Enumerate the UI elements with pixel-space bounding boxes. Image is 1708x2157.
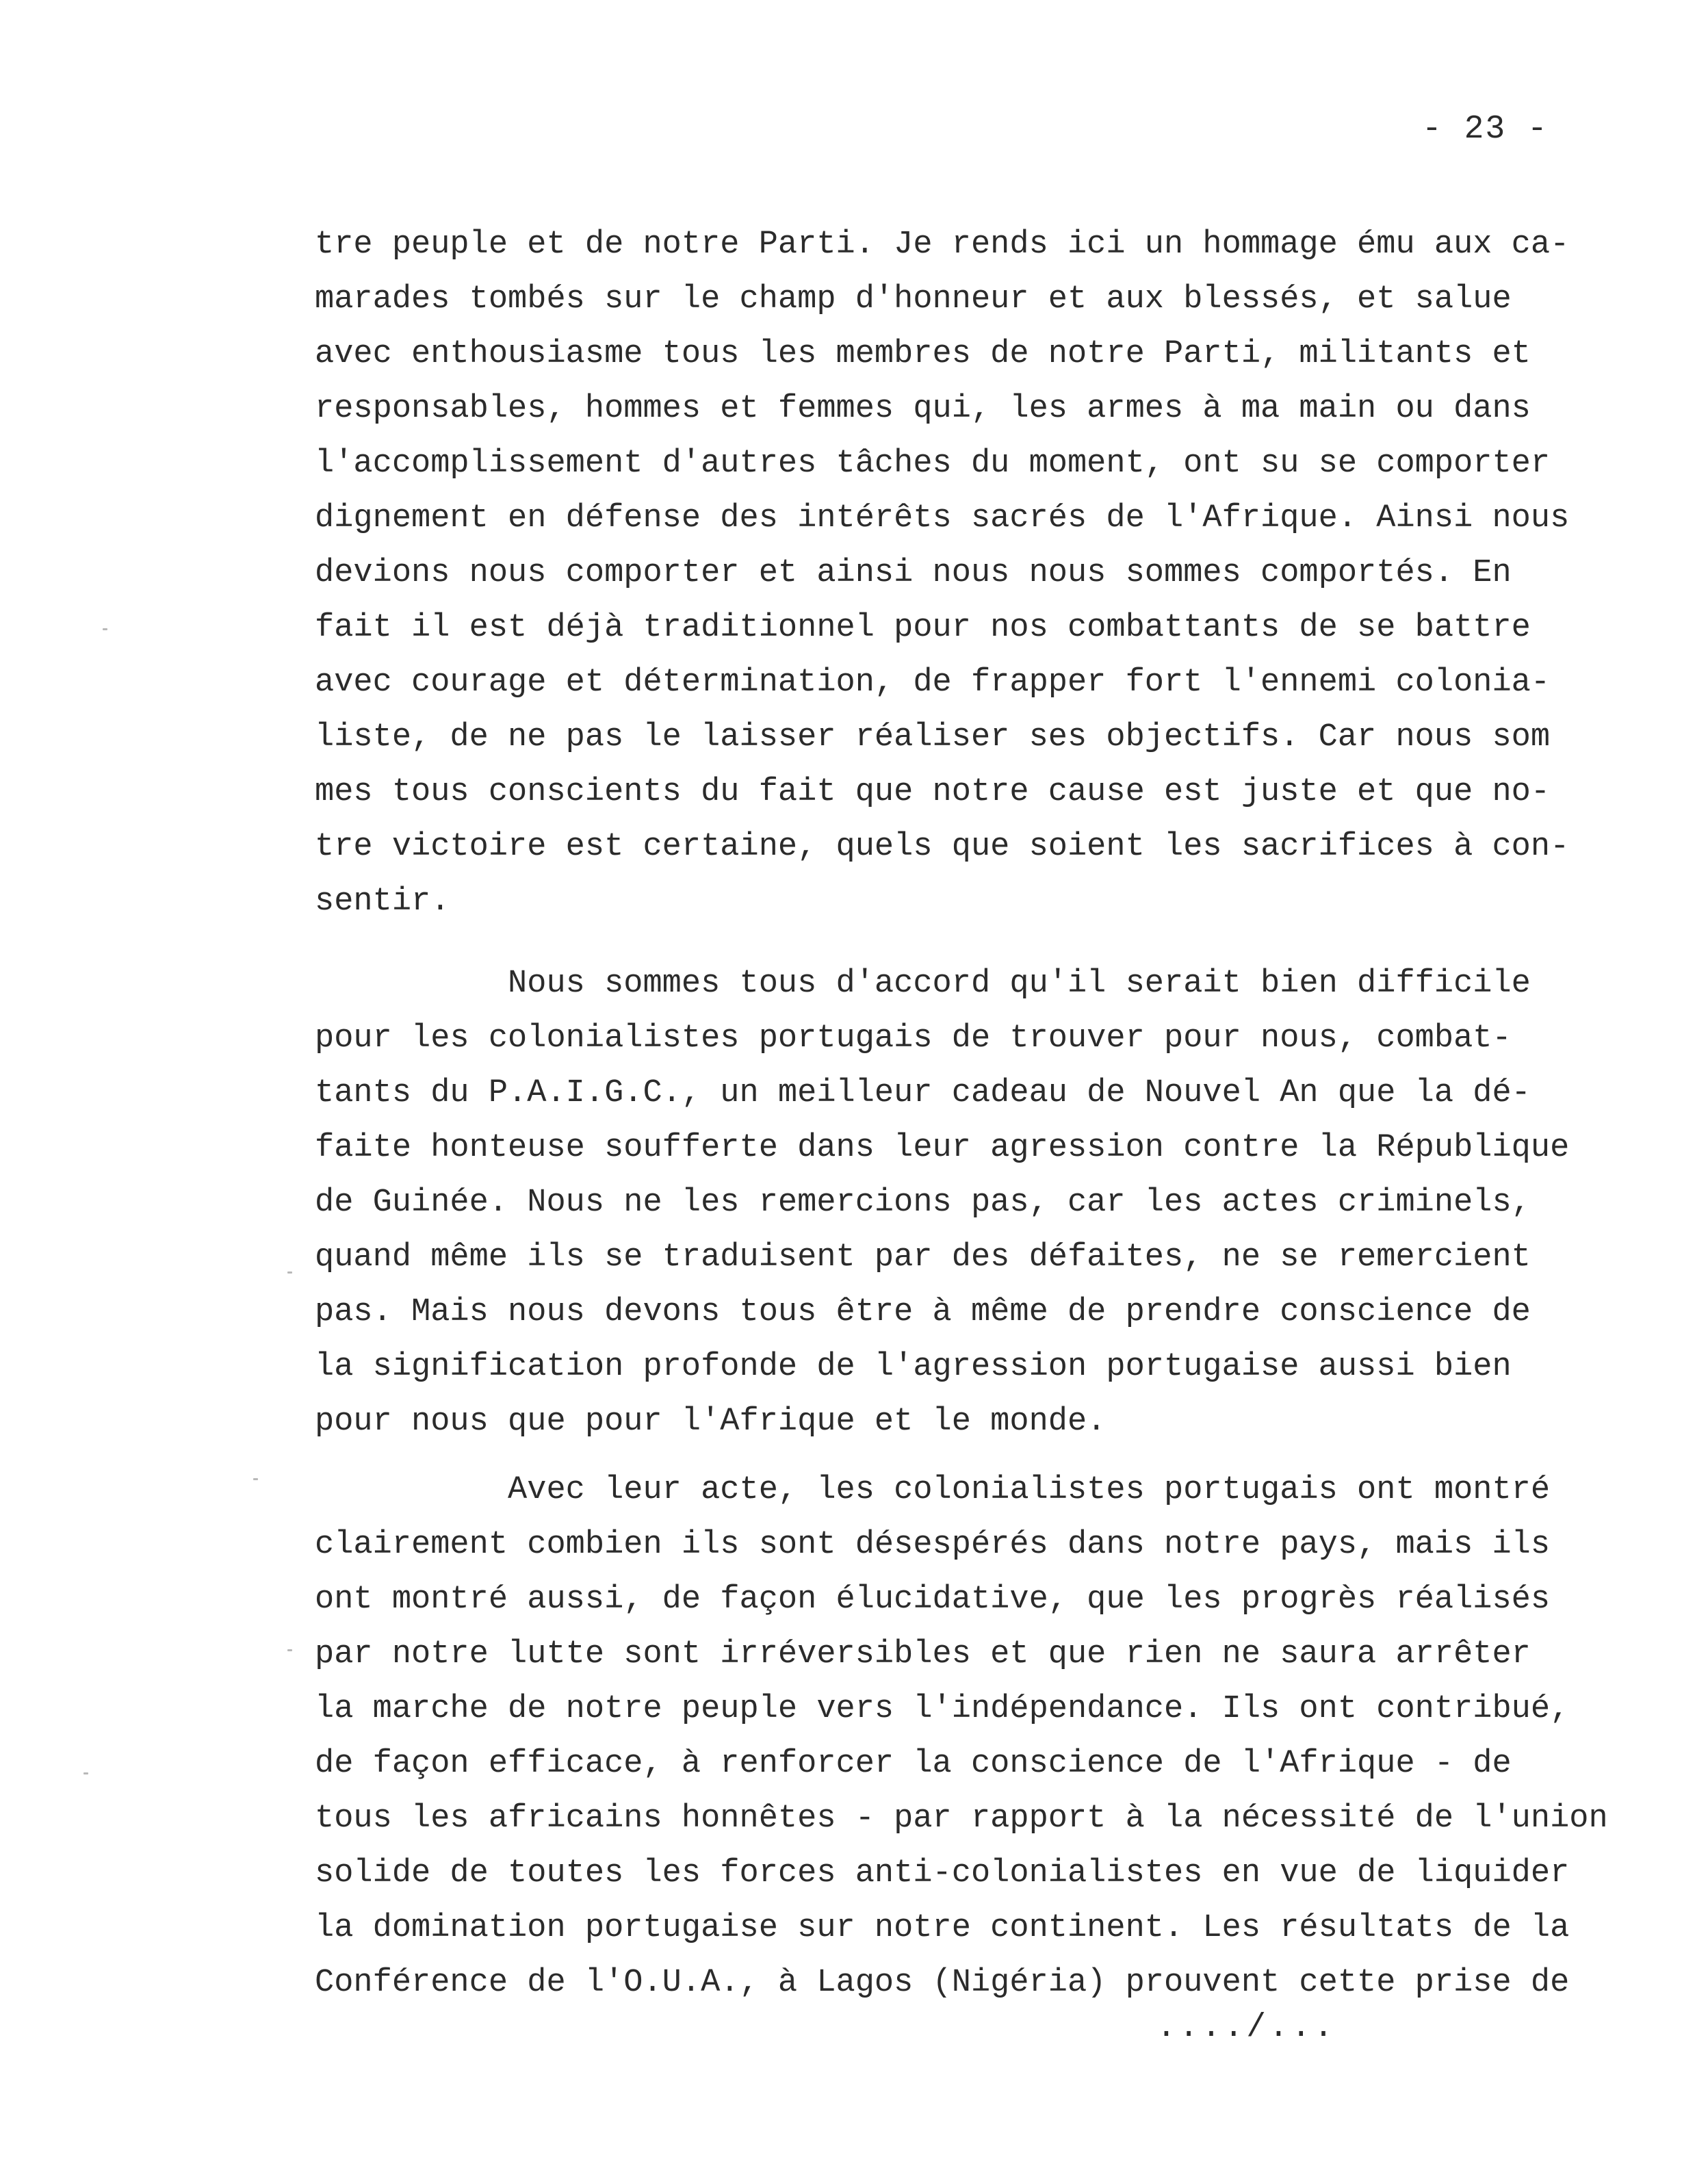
text-line: fait il est déjà traditionnel pour nos combattants de se battre [315, 610, 1531, 646]
scan-speck [287, 1271, 292, 1274]
text-line: quand même ils se traduisent par des défaites, ne se remercient [315, 1239, 1531, 1276]
text-line: tre peuple et de notre Parti. Je rends ici un hommage ému aux ca- [315, 227, 1570, 263]
text-line: tants du P.A.I.G.C., un meilleur cadeau de Nouvel An que la dé- [315, 1075, 1531, 1111]
text-line: Avec leur acte, les colonialistes portugais ont montré [315, 1472, 1551, 1508]
text-line: solide de toutes les forces anti-colonialistes en vue de liquider [315, 1855, 1570, 1891]
text-line: liste, de ne pas le laisser réaliser ses objectifs. Car nous som [315, 719, 1551, 755]
text-line: sentir. [315, 883, 450, 920]
text-line: tre victoire est certaine, quels que soient les sacrifices à con- [315, 829, 1570, 865]
text-line: par notre lutte sont irréversibles et que rien ne saura arrêter [315, 1636, 1531, 1672]
text-line: la domination portugaise sur notre continent. Les résultats de la [315, 1910, 1570, 1946]
text-line: la signification profonde de l'agression portugaise aussi bien [315, 1349, 1512, 1385]
paragraph-1 [315, 218, 1635, 929]
text-line: avec enthousiasme tous les membres de notre Parti, militants et [315, 336, 1531, 372]
scan-speck [287, 1649, 292, 1651]
text-line: de façon efficace, à renforcer la conscience de l'Afrique - de [315, 1746, 1512, 1782]
text-line: Conférence de l'O.U.A., à Lagos (Nigéria) prouvent cette prise de [315, 1965, 1570, 2001]
text-line: ont montré aussi, de façon élucidative, que les progrès réalisés [315, 1581, 1551, 1618]
text-line: la marche de notre peuple vers l'indépendance. Ils ont contribué, [315, 1691, 1570, 1727]
text-line: avec courage et détermination, de frapper fort l'ennemi colonia- [315, 664, 1551, 701]
paragraph-2 [315, 957, 1635, 1449]
continuation-mark: ..../... [1156, 2009, 1336, 2046]
text-line: l'accomplissement d'autres tâches du moment, ont su se comporter [315, 445, 1551, 482]
scan-speck [253, 1478, 258, 1480]
text-line: marades tombés sur le champ d'honneur et aux blessés, et salue [315, 281, 1512, 318]
paragraph-3 [315, 1463, 1635, 2011]
scan-speck [83, 1772, 88, 1774]
text-line: dignement en défense des intérêts sacrés de l'Afrique. Ainsi nous [315, 500, 1570, 537]
text-line: clairement combien ils sont désespérés dans notre pays, mais ils [315, 1527, 1551, 1563]
text-line: pour les colonialistes portugais de trouver pour nous, combat- [315, 1020, 1512, 1057]
text-line: devions nous comporter et ainsi nous nous sommes comportés. En [315, 555, 1512, 591]
page-number: - 23 - [1422, 111, 1549, 148]
text-line: de Guinée. Nous ne les remercions pas, car les actes criminels, [315, 1185, 1531, 1221]
scan-speck [103, 628, 107, 630]
text-line: pas. Mais nous devons tous être à même de prendre conscience de [315, 1294, 1531, 1330]
text-line: faite honteuse soufferte dans leur agression contre la République [315, 1130, 1570, 1166]
text-line: Nous sommes tous d'accord qu'il serait bien difficile [315, 966, 1531, 1002]
text-line: mes tous conscients du fait que notre cause est juste et que no- [315, 774, 1551, 810]
text-line: pour nous que pour l'Afrique et le monde. [315, 1404, 1107, 1440]
text-line: tous les africains honnêtes - par rapport à la nécessité de l'union [315, 1800, 1608, 1837]
text-line: responsables, hommes et femmes qui, les armes à ma main ou dans [315, 391, 1531, 427]
